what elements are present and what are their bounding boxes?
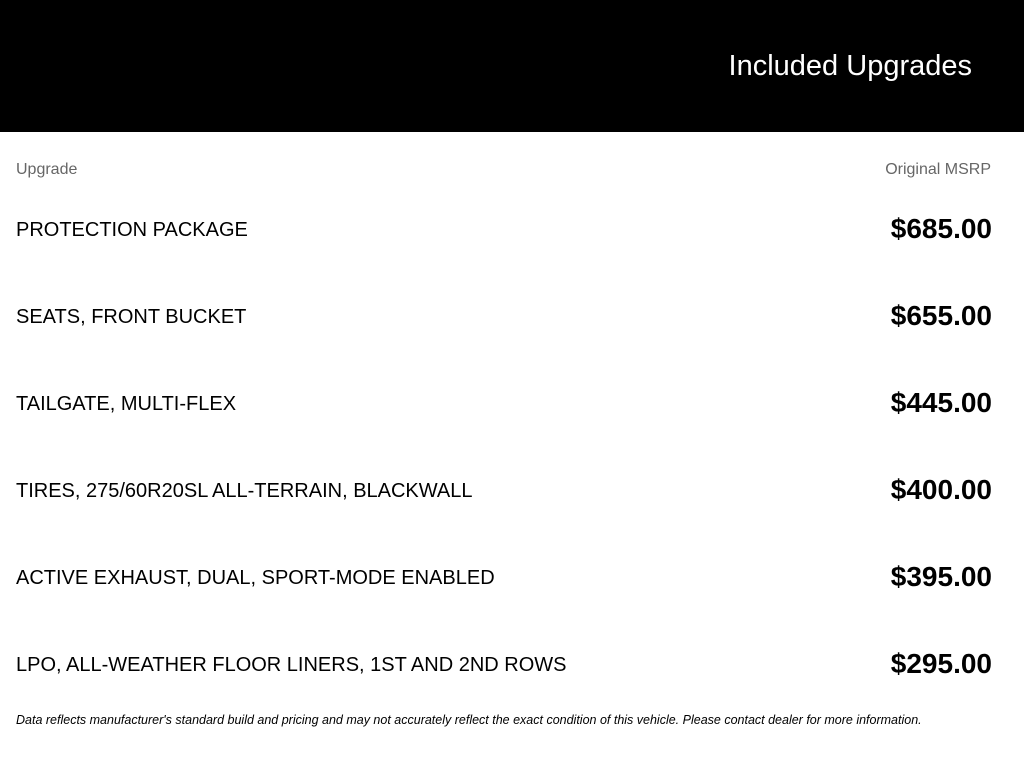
list-item: [0, 296, 1024, 336]
list-item: [0, 557, 1024, 597]
upgrade-price: $445.00: [890, 387, 992, 418]
upgrade-name: LPO, ALL-WEATHER FLOOR LINERS, 1ST AND 2ND ROWS: [16, 654, 567, 676]
list-item: [0, 383, 1024, 423]
upgrade-price: $655.00: [890, 300, 992, 331]
header-banner: [0, 0, 1024, 132]
upgrade-name: ACTIVE EXHAUST, DUAL, SPORT-MODE ENABLED: [16, 567, 495, 589]
upgrade-price: $295.00: [890, 648, 992, 679]
disclaimer-text: Data reflects manufacturer's standard build and pricing and may not accurately reflect the exact condition of this vehicle. Please contact dealer for more information.: [16, 713, 922, 727]
upgrade-name: SEATS, FRONT BUCKET: [16, 306, 247, 328]
upgrade-name: TAILGATE, MULTI-FLEX: [16, 393, 237, 415]
list-item: [0, 470, 1024, 510]
upgrade-name: PROTECTION PACKAGE: [16, 219, 248, 241]
column-header-msrp: Original MSRP: [885, 161, 991, 178]
list-item: [0, 209, 1024, 249]
upgrade-price: $395.00: [890, 561, 992, 592]
page-title: Included Upgrades: [728, 50, 972, 82]
list-item: [0, 644, 1024, 684]
column-header-upgrade: Upgrade: [16, 161, 78, 178]
upgrade-name: TIRES, 275/60R20SL ALL-TERRAIN, BLACKWALL: [16, 480, 473, 502]
upgrade-price: $400.00: [890, 474, 992, 505]
upgrade-price: $685.00: [890, 213, 992, 244]
